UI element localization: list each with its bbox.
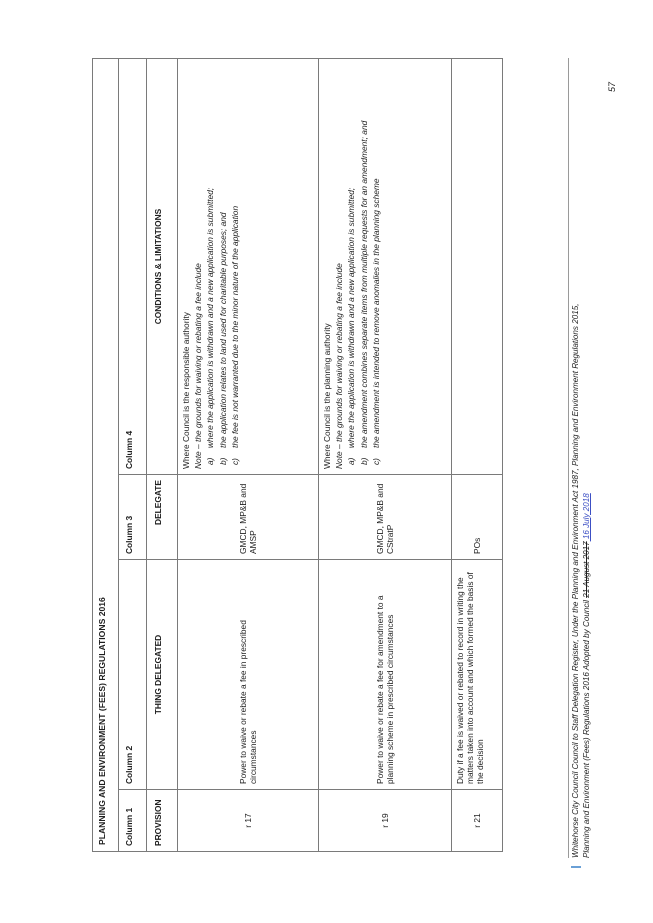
document-footer bbox=[568, 58, 607, 858]
column-1-label: Column 1 bbox=[119, 790, 147, 852]
column-3-label: Column 3 bbox=[119, 475, 147, 560]
thing-delegated-cell: Power to waive or rebate a fee in prescribed circumstances bbox=[178, 560, 319, 790]
provision-cell: r 17 bbox=[178, 790, 319, 852]
conditions-list bbox=[346, 64, 381, 469]
list-item: c) the amendment is intended to remove anomalies in the planning scheme bbox=[370, 178, 381, 465]
revision-marker bbox=[571, 866, 581, 868]
header-thing-delegated: THING DELEGATED bbox=[147, 560, 178, 790]
thing-delegated-cell: Power to waive or rebate a fee for amendment to a planning scheme in prescribed circumstances bbox=[319, 560, 452, 790]
footer-line-1: Whitehorse City Council Council to Staff Delegation Register, Under the Planning and Environment Act 1987, Planning and Environment Regulations 2015, bbox=[571, 303, 580, 858]
header-conditions: CONDITIONS & LIMITATIONS bbox=[147, 59, 178, 475]
conditions-intro: Where Council is the planning authority bbox=[322, 323, 332, 469]
table-row bbox=[178, 59, 319, 852]
conditions-note: Note – the grounds for waiving or rebating a fee include bbox=[334, 263, 345, 469]
list-item: a) where the application is withdrawn and a new application is submitted; bbox=[205, 187, 216, 465]
list-item: a) where the application is withdrawn and a new application is submitted; bbox=[346, 187, 357, 465]
delegation-table-page bbox=[92, 59, 517, 852]
column-4-label: Column 4 bbox=[119, 59, 147, 475]
table-title: PLANNING AND ENVIRONMENT (FEES) REGULATIONS 2016 bbox=[93, 59, 119, 852]
inserted-date: 16 July 2018 bbox=[581, 493, 591, 542]
provision-cell: r 21 bbox=[452, 790, 503, 852]
column-2-label: Column 2 bbox=[119, 560, 147, 790]
list-item: b) the application relates to land used for charitable purposes; and bbox=[217, 212, 228, 465]
header-provision: PROVISION bbox=[147, 790, 178, 852]
conditions-cell bbox=[319, 59, 452, 475]
footer-line-2: Planning and Environment (Fees) Regulations 2016 Adopted by Council 21 August 2017 16 July 2018 bbox=[581, 493, 591, 858]
page-number: 57 bbox=[607, 81, 617, 92]
conditions-intro: Where Council is the responsible authority bbox=[181, 312, 191, 469]
provision-cell: r 19 bbox=[319, 790, 452, 852]
delegation-table bbox=[92, 58, 503, 852]
conditions-cell bbox=[178, 59, 319, 475]
delegate-cell: POs bbox=[452, 475, 503, 560]
thing-delegated-cell: Duty if a fee is waived or rebated to record in writing the matters taken into account and which formed the basis of the decision bbox=[452, 560, 503, 790]
list-item: c) the fee is not warranted due to the minor nature of the application bbox=[229, 205, 240, 465]
conditions-cell bbox=[452, 59, 503, 475]
delegate-cell: GMCD, MP&B and CStratP bbox=[319, 475, 452, 560]
deleted-date: 21 August 2017 bbox=[581, 541, 591, 598]
delegate-cell: GMCD, MP&B and AMSP bbox=[178, 475, 319, 560]
table-row bbox=[452, 59, 503, 852]
table-row bbox=[319, 59, 452, 852]
list-item: b) the amendment combines separate items from multiple requests for an amendment; and bbox=[358, 120, 369, 465]
conditions-list bbox=[205, 64, 240, 469]
header-delegate: DELEGATE bbox=[147, 475, 178, 560]
conditions-note: Note – the grounds for waiving or rebating a fee include bbox=[193, 263, 204, 469]
